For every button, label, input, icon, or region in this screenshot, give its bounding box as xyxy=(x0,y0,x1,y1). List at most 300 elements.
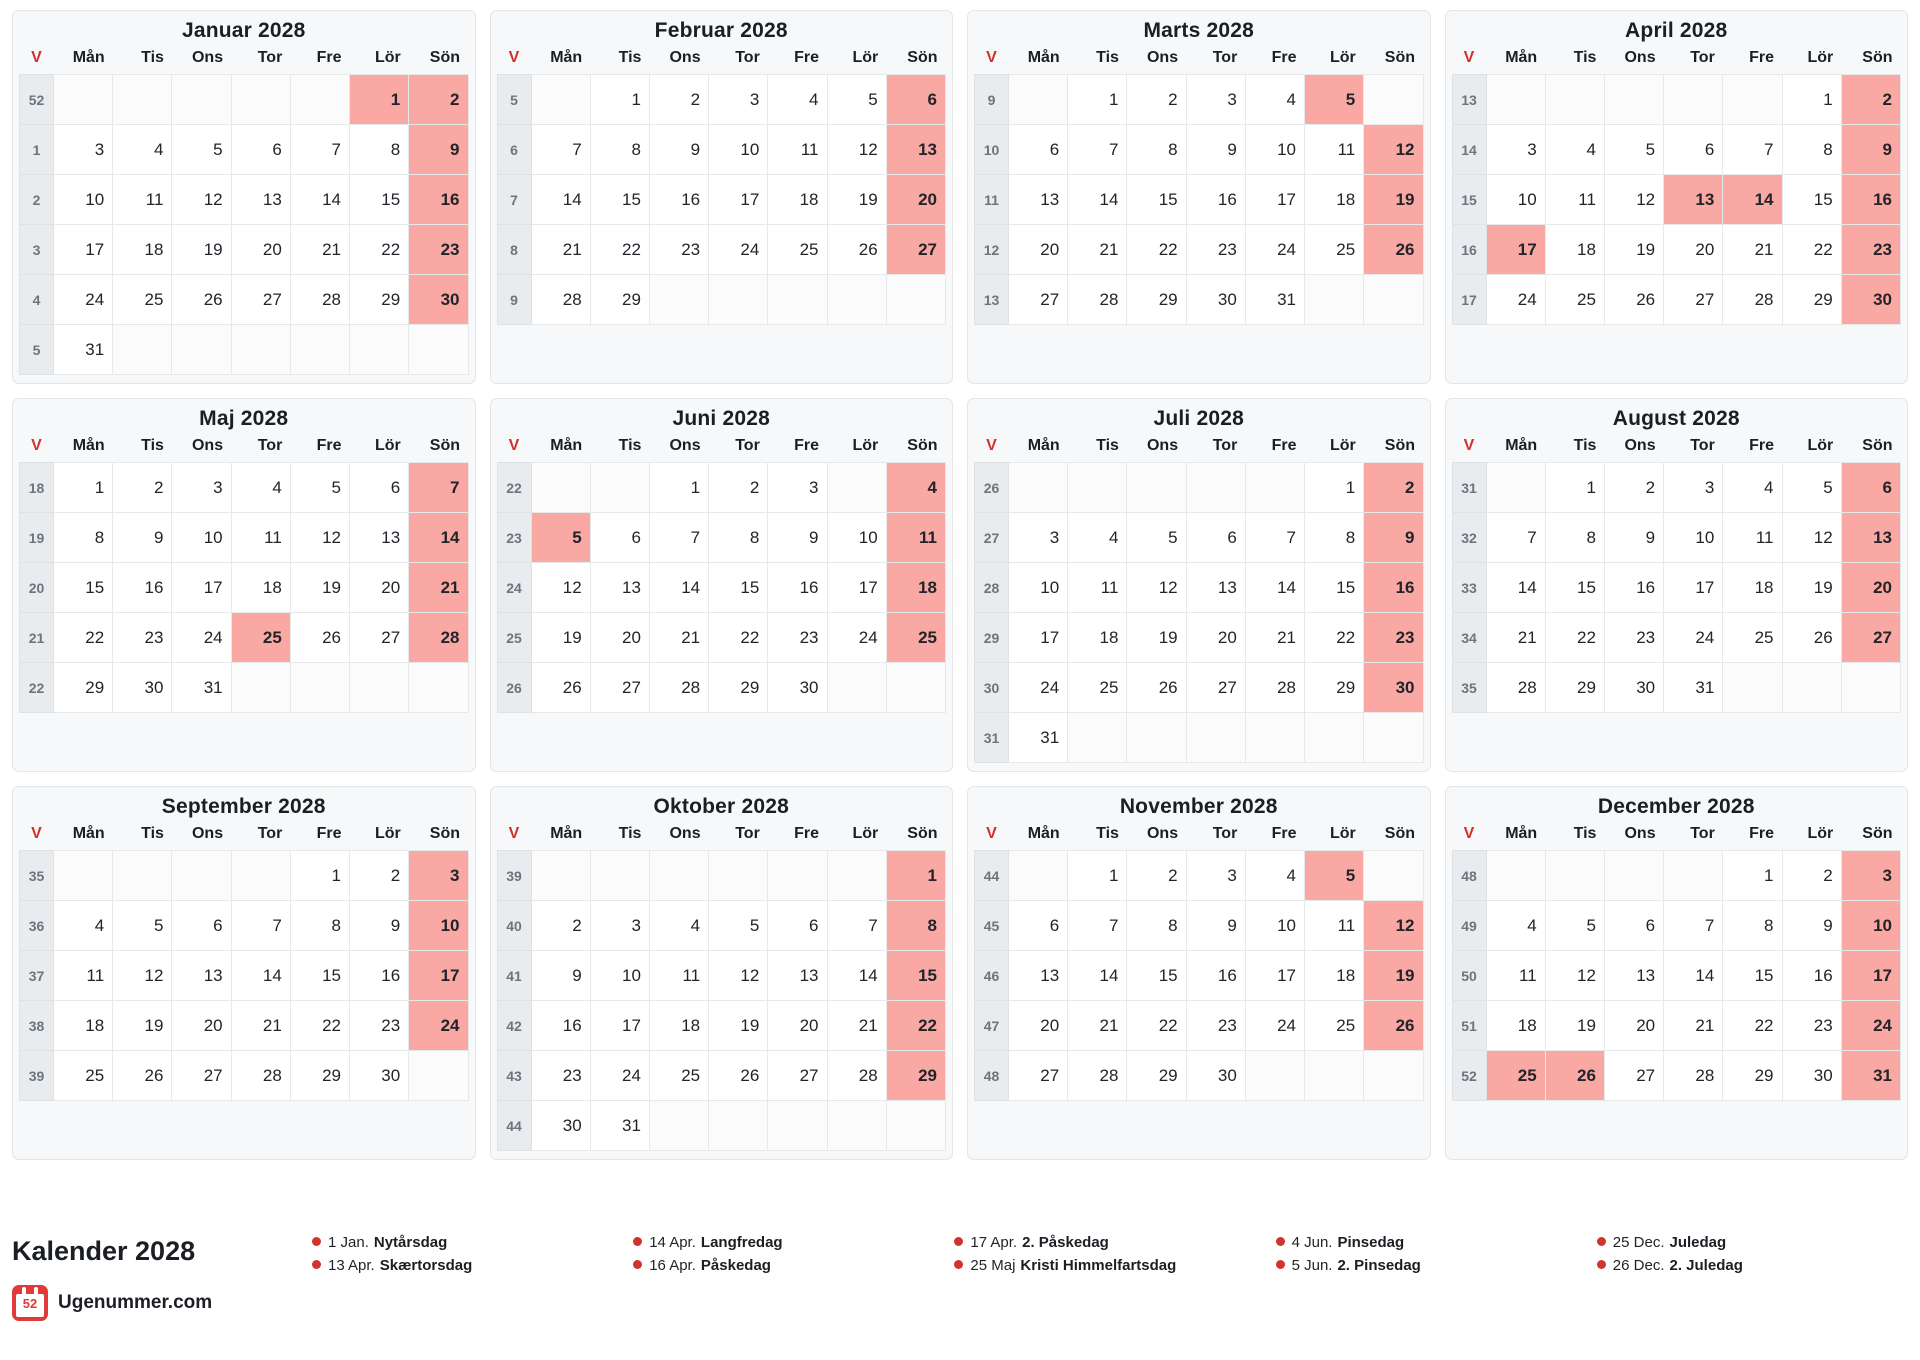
day-cell[interactable]: 3 xyxy=(1009,513,1068,563)
day-cell[interactable]: 28 xyxy=(531,275,590,325)
day-cell[interactable]: 27 xyxy=(1009,1051,1068,1101)
holiday-day-cell[interactable]: 9 xyxy=(1841,125,1900,175)
day-cell[interactable]: 7 xyxy=(531,125,590,175)
day-cell[interactable]: 8 xyxy=(1545,513,1604,563)
week-number-cell[interactable]: 52 xyxy=(1452,1051,1486,1101)
day-cell[interactable]: 12 xyxy=(1782,513,1841,563)
day-cell[interactable]: 3 xyxy=(590,901,649,951)
day-cell[interactable]: 29 xyxy=(1127,275,1186,325)
day-cell[interactable]: 12 xyxy=(827,125,886,175)
holiday-day-cell[interactable]: 8 xyxy=(886,901,945,951)
day-cell[interactable]: 10 xyxy=(1664,513,1723,563)
day-cell[interactable]: 10 xyxy=(54,175,113,225)
day-cell[interactable]: 7 xyxy=(231,901,290,951)
day-cell[interactable]: 16 xyxy=(768,563,827,613)
day-cell[interactable]: 17 xyxy=(827,563,886,613)
day-cell[interactable]: 10 xyxy=(172,513,231,563)
day-cell[interactable]: 27 xyxy=(1664,275,1723,325)
day-cell[interactable]: 10 xyxy=(709,125,768,175)
day-cell[interactable]: 15 xyxy=(1127,175,1186,225)
day-cell[interactable]: 9 xyxy=(1782,901,1841,951)
week-number-cell[interactable]: 37 xyxy=(20,951,54,1001)
day-cell[interactable]: 22 xyxy=(590,225,649,275)
day-cell[interactable]: 16 xyxy=(531,1001,590,1051)
day-cell[interactable]: 2 xyxy=(1127,75,1186,125)
day-cell[interactable]: 26 xyxy=(1604,275,1663,325)
holiday-day-cell[interactable]: 16 xyxy=(1841,175,1900,225)
day-cell[interactable]: 26 xyxy=(113,1051,172,1101)
holiday-day-cell[interactable]: 26 xyxy=(1545,1051,1604,1101)
holiday-day-cell[interactable]: 23 xyxy=(1841,225,1900,275)
day-cell[interactable]: 30 xyxy=(1186,1051,1245,1101)
day-cell[interactable]: 8 xyxy=(1127,125,1186,175)
day-cell[interactable]: 18 xyxy=(1305,175,1364,225)
day-cell[interactable]: 27 xyxy=(1009,275,1068,325)
week-number-cell[interactable]: 5 xyxy=(497,75,531,125)
day-cell[interactable]: 28 xyxy=(827,1051,886,1101)
day-cell[interactable]: 11 xyxy=(231,513,290,563)
day-cell[interactable]: 19 xyxy=(113,1001,172,1051)
day-cell[interactable]: 8 xyxy=(290,901,349,951)
day-cell[interactable]: 10 xyxy=(590,951,649,1001)
day-cell[interactable]: 31 xyxy=(54,325,113,375)
day-cell[interactable]: 22 xyxy=(1127,1001,1186,1051)
week-number-cell[interactable]: 39 xyxy=(20,1051,54,1101)
day-cell[interactable]: 13 xyxy=(1186,563,1245,613)
week-number-cell[interactable]: 26 xyxy=(497,663,531,713)
day-cell[interactable]: 7 xyxy=(649,513,708,563)
day-cell[interactable]: 4 xyxy=(768,75,827,125)
day-cell[interactable]: 3 xyxy=(1186,851,1245,901)
day-cell[interactable]: 20 xyxy=(172,1001,231,1051)
day-cell[interactable]: 21 xyxy=(1664,1001,1723,1051)
week-number-cell[interactable]: 31 xyxy=(1452,463,1486,513)
day-cell[interactable]: 23 xyxy=(768,613,827,663)
day-cell[interactable]: 17 xyxy=(1009,613,1068,663)
holiday-day-cell[interactable]: 14 xyxy=(1723,175,1782,225)
day-cell[interactable]: 27 xyxy=(768,1051,827,1101)
day-cell[interactable]: 26 xyxy=(1127,663,1186,713)
week-number-cell[interactable]: 32 xyxy=(1452,513,1486,563)
holiday-day-cell[interactable]: 17 xyxy=(1486,225,1545,275)
day-cell[interactable]: 24 xyxy=(709,225,768,275)
day-cell[interactable]: 18 xyxy=(768,175,827,225)
day-cell[interactable]: 16 xyxy=(1782,951,1841,1001)
week-number-cell[interactable]: 7 xyxy=(497,175,531,225)
day-cell[interactable]: 17 xyxy=(54,225,113,275)
day-cell[interactable]: 22 xyxy=(54,613,113,663)
holiday-day-cell[interactable]: 29 xyxy=(886,1051,945,1101)
day-cell[interactable]: 20 xyxy=(1009,225,1068,275)
day-cell[interactable]: 5 xyxy=(172,125,231,175)
week-number-cell[interactable]: 44 xyxy=(497,1101,531,1151)
week-number-cell[interactable]: 46 xyxy=(975,951,1009,1001)
holiday-day-cell[interactable]: 9 xyxy=(1364,513,1423,563)
day-cell[interactable]: 21 xyxy=(531,225,590,275)
holiday-day-cell[interactable]: 10 xyxy=(1841,901,1900,951)
day-cell[interactable]: 29 xyxy=(1545,663,1604,713)
day-cell[interactable]: 5 xyxy=(290,463,349,513)
day-cell[interactable]: 29 xyxy=(1782,275,1841,325)
week-number-cell[interactable]: 22 xyxy=(20,663,54,713)
week-number-cell[interactable]: 4 xyxy=(20,275,54,325)
day-cell[interactable]: 10 xyxy=(1245,901,1304,951)
holiday-day-cell[interactable]: 17 xyxy=(409,951,468,1001)
week-number-cell[interactable]: 12 xyxy=(975,225,1009,275)
week-number-cell[interactable]: 20 xyxy=(20,563,54,613)
holiday-day-cell[interactable]: 16 xyxy=(1364,563,1423,613)
holiday-day-cell[interactable]: 14 xyxy=(409,513,468,563)
day-cell[interactable]: 29 xyxy=(1305,663,1364,713)
holiday-day-cell[interactable]: 12 xyxy=(1364,901,1423,951)
day-cell[interactable]: 10 xyxy=(1009,563,1068,613)
holiday-day-cell[interactable]: 9 xyxy=(409,125,468,175)
week-number-cell[interactable]: 45 xyxy=(975,901,1009,951)
week-number-cell[interactable]: 48 xyxy=(1452,851,1486,901)
day-cell[interactable]: 23 xyxy=(1186,225,1245,275)
day-cell[interactable]: 29 xyxy=(290,1051,349,1101)
day-cell[interactable]: 1 xyxy=(1305,463,1364,513)
day-cell[interactable]: 8 xyxy=(350,125,409,175)
week-number-cell[interactable]: 27 xyxy=(975,513,1009,563)
day-cell[interactable]: 23 xyxy=(1186,1001,1245,1051)
week-number-cell[interactable]: 26 xyxy=(975,463,1009,513)
day-cell[interactable]: 6 xyxy=(1604,901,1663,951)
holiday-day-cell[interactable]: 23 xyxy=(409,225,468,275)
day-cell[interactable]: 1 xyxy=(1723,851,1782,901)
holiday-day-cell[interactable]: 30 xyxy=(409,275,468,325)
day-cell[interactable]: 7 xyxy=(1068,901,1127,951)
day-cell[interactable]: 9 xyxy=(1186,125,1245,175)
day-cell[interactable]: 27 xyxy=(350,613,409,663)
day-cell[interactable]: 28 xyxy=(231,1051,290,1101)
day-cell[interactable]: 21 xyxy=(231,1001,290,1051)
day-cell[interactable]: 27 xyxy=(590,663,649,713)
day-cell[interactable]: 20 xyxy=(350,563,409,613)
day-cell[interactable]: 14 xyxy=(1068,951,1127,1001)
day-cell[interactable]: 24 xyxy=(1245,225,1304,275)
holiday-day-cell[interactable]: 13 xyxy=(1664,175,1723,225)
day-cell[interactable]: 23 xyxy=(350,1001,409,1051)
day-cell[interactable]: 6 xyxy=(590,513,649,563)
day-cell[interactable]: 20 xyxy=(231,225,290,275)
day-cell[interactable]: 18 xyxy=(54,1001,113,1051)
day-cell[interactable]: 24 xyxy=(827,613,886,663)
day-cell[interactable]: 31 xyxy=(590,1101,649,1151)
week-number-cell[interactable]: 11 xyxy=(975,175,1009,225)
holiday-day-cell[interactable]: 19 xyxy=(1364,951,1423,1001)
day-cell[interactable]: 27 xyxy=(1186,663,1245,713)
holiday-day-cell[interactable]: 3 xyxy=(1841,851,1900,901)
holiday-day-cell[interactable]: 5 xyxy=(1305,851,1364,901)
week-number-cell[interactable]: 15 xyxy=(1452,175,1486,225)
day-cell[interactable]: 19 xyxy=(172,225,231,275)
week-number-cell[interactable]: 1 xyxy=(20,125,54,175)
day-cell[interactable]: 25 xyxy=(1305,225,1364,275)
day-cell[interactable]: 3 xyxy=(709,75,768,125)
day-cell[interactable]: 2 xyxy=(649,75,708,125)
day-cell[interactable]: 13 xyxy=(172,951,231,1001)
week-number-cell[interactable]: 33 xyxy=(1452,563,1486,613)
week-number-cell[interactable]: 41 xyxy=(497,951,531,1001)
week-number-cell[interactable]: 34 xyxy=(1452,613,1486,663)
week-number-cell[interactable]: 39 xyxy=(497,851,531,901)
day-cell[interactable]: 16 xyxy=(1186,951,1245,1001)
day-cell[interactable]: 4 xyxy=(1545,125,1604,175)
day-cell[interactable]: 1 xyxy=(1545,463,1604,513)
holiday-day-cell[interactable]: 6 xyxy=(886,75,945,125)
day-cell[interactable]: 11 xyxy=(1305,901,1364,951)
holiday-day-cell[interactable]: 6 xyxy=(1841,463,1900,513)
day-cell[interactable]: 29 xyxy=(1127,1051,1186,1101)
day-cell[interactable]: 9 xyxy=(649,125,708,175)
day-cell[interactable]: 19 xyxy=(290,563,349,613)
week-number-cell[interactable]: 36 xyxy=(20,901,54,951)
day-cell[interactable]: 11 xyxy=(1486,951,1545,1001)
holiday-day-cell[interactable]: 4 xyxy=(886,463,945,513)
week-number-cell[interactable]: 44 xyxy=(975,851,1009,901)
day-cell[interactable]: 14 xyxy=(1486,563,1545,613)
day-cell[interactable]: 19 xyxy=(1545,1001,1604,1051)
day-cell[interactable]: 18 xyxy=(1486,1001,1545,1051)
day-cell[interactable]: 24 xyxy=(590,1051,649,1101)
day-cell[interactable]: 2 xyxy=(113,463,172,513)
day-cell[interactable]: 11 xyxy=(54,951,113,1001)
day-cell[interactable]: 15 xyxy=(1305,563,1364,613)
week-number-cell[interactable]: 35 xyxy=(20,851,54,901)
day-cell[interactable]: 30 xyxy=(768,663,827,713)
day-cell[interactable]: 21 xyxy=(1486,613,1545,663)
day-cell[interactable]: 2 xyxy=(709,463,768,513)
week-number-cell[interactable]: 19 xyxy=(20,513,54,563)
day-cell[interactable]: 16 xyxy=(1186,175,1245,225)
day-cell[interactable]: 20 xyxy=(1186,613,1245,663)
day-cell[interactable]: 15 xyxy=(350,175,409,225)
day-cell[interactable]: 13 xyxy=(590,563,649,613)
day-cell[interactable]: 3 xyxy=(768,463,827,513)
day-cell[interactable]: 28 xyxy=(649,663,708,713)
day-cell[interactable]: 31 xyxy=(1245,275,1304,325)
day-cell[interactable]: 25 xyxy=(1723,613,1782,663)
week-number-cell[interactable]: 31 xyxy=(975,713,1009,763)
day-cell[interactable]: 7 xyxy=(1245,513,1304,563)
day-cell[interactable]: 9 xyxy=(113,513,172,563)
day-cell[interactable]: 27 xyxy=(172,1051,231,1101)
day-cell[interactable]: 12 xyxy=(172,175,231,225)
day-cell[interactable]: 11 xyxy=(1305,125,1364,175)
day-cell[interactable]: 4 xyxy=(231,463,290,513)
day-cell[interactable]: 5 xyxy=(1545,901,1604,951)
holiday-day-cell[interactable]: 30 xyxy=(1364,663,1423,713)
week-number-cell[interactable]: 43 xyxy=(497,1051,531,1101)
day-cell[interactable]: 12 xyxy=(113,951,172,1001)
week-number-cell[interactable]: 10 xyxy=(975,125,1009,175)
holiday-day-cell[interactable]: 26 xyxy=(1364,225,1423,275)
day-cell[interactable]: 4 xyxy=(1486,901,1545,951)
holiday-day-cell[interactable]: 19 xyxy=(1364,175,1423,225)
day-cell[interactable]: 28 xyxy=(1664,1051,1723,1101)
day-cell[interactable]: 1 xyxy=(649,463,708,513)
week-number-cell[interactable]: 21 xyxy=(20,613,54,663)
day-cell[interactable]: 2 xyxy=(531,901,590,951)
week-number-cell[interactable]: 35 xyxy=(1452,663,1486,713)
day-cell[interactable]: 6 xyxy=(1664,125,1723,175)
holiday-day-cell[interactable]: 7 xyxy=(409,463,468,513)
day-cell[interactable]: 5 xyxy=(113,901,172,951)
day-cell[interactable]: 2 xyxy=(1782,851,1841,901)
day-cell[interactable]: 15 xyxy=(709,563,768,613)
day-cell[interactable]: 19 xyxy=(709,1001,768,1051)
day-cell[interactable]: 8 xyxy=(1723,901,1782,951)
week-number-cell[interactable]: 30 xyxy=(975,663,1009,713)
day-cell[interactable]: 7 xyxy=(290,125,349,175)
day-cell[interactable]: 12 xyxy=(290,513,349,563)
day-cell[interactable]: 21 xyxy=(649,613,708,663)
day-cell[interactable]: 24 xyxy=(1486,275,1545,325)
day-cell[interactable]: 30 xyxy=(350,1051,409,1101)
day-cell[interactable]: 26 xyxy=(290,613,349,663)
week-number-cell[interactable]: 38 xyxy=(20,1001,54,1051)
day-cell[interactable]: 14 xyxy=(290,175,349,225)
day-cell[interactable]: 17 xyxy=(709,175,768,225)
day-cell[interactable]: 18 xyxy=(231,563,290,613)
day-cell[interactable]: 8 xyxy=(590,125,649,175)
day-cell[interactable]: 17 xyxy=(590,1001,649,1051)
day-cell[interactable]: 6 xyxy=(231,125,290,175)
day-cell[interactable]: 1 xyxy=(1068,851,1127,901)
holiday-day-cell[interactable]: 2 xyxy=(1364,463,1423,513)
day-cell[interactable]: 31 xyxy=(1664,663,1723,713)
holiday-day-cell[interactable]: 2 xyxy=(409,75,468,125)
holiday-day-cell[interactable]: 28 xyxy=(409,613,468,663)
week-number-cell[interactable]: 25 xyxy=(497,613,531,663)
day-cell[interactable]: 20 xyxy=(1664,225,1723,275)
day-cell[interactable]: 23 xyxy=(649,225,708,275)
day-cell[interactable]: 10 xyxy=(1486,175,1545,225)
day-cell[interactable]: 9 xyxy=(531,951,590,1001)
day-cell[interactable]: 2 xyxy=(1604,463,1663,513)
day-cell[interactable]: 23 xyxy=(531,1051,590,1101)
day-cell[interactable]: 5 xyxy=(1782,463,1841,513)
day-cell[interactable]: 6 xyxy=(172,901,231,951)
day-cell[interactable]: 8 xyxy=(54,513,113,563)
day-cell[interactable]: 25 xyxy=(1545,275,1604,325)
week-number-cell[interactable]: 52 xyxy=(20,75,54,125)
holiday-day-cell[interactable]: 23 xyxy=(1364,613,1423,663)
day-cell[interactable]: 25 xyxy=(54,1051,113,1101)
day-cell[interactable]: 11 xyxy=(1545,175,1604,225)
day-cell[interactable]: 19 xyxy=(827,175,886,225)
day-cell[interactable]: 15 xyxy=(1545,563,1604,613)
day-cell[interactable]: 11 xyxy=(768,125,827,175)
day-cell[interactable]: 29 xyxy=(1723,1051,1782,1101)
week-number-cell[interactable]: 8 xyxy=(497,225,531,275)
day-cell[interactable]: 19 xyxy=(1604,225,1663,275)
day-cell[interactable]: 8 xyxy=(1127,901,1186,951)
day-cell[interactable]: 11 xyxy=(1068,563,1127,613)
day-cell[interactable]: 9 xyxy=(768,513,827,563)
day-cell[interactable]: 3 xyxy=(54,125,113,175)
day-cell[interactable]: 17 xyxy=(1664,563,1723,613)
day-cell[interactable]: 7 xyxy=(827,901,886,951)
day-cell[interactable]: 1 xyxy=(590,75,649,125)
week-number-cell[interactable]: 29 xyxy=(975,613,1009,663)
day-cell[interactable]: 9 xyxy=(1186,901,1245,951)
day-cell[interactable]: 5 xyxy=(1604,125,1663,175)
day-cell[interactable]: 8 xyxy=(1782,125,1841,175)
day-cell[interactable]: 7 xyxy=(1723,125,1782,175)
day-cell[interactable]: 21 xyxy=(827,1001,886,1051)
day-cell[interactable]: 8 xyxy=(1305,513,1364,563)
day-cell[interactable]: 11 xyxy=(1723,513,1782,563)
day-cell[interactable]: 22 xyxy=(1723,1001,1782,1051)
week-number-cell[interactable]: 48 xyxy=(975,1051,1009,1101)
week-number-cell[interactable]: 49 xyxy=(1452,901,1486,951)
day-cell[interactable]: 14 xyxy=(827,951,886,1001)
day-cell[interactable]: 11 xyxy=(649,951,708,1001)
day-cell[interactable]: 19 xyxy=(531,613,590,663)
day-cell[interactable]: 12 xyxy=(1127,563,1186,613)
week-number-cell[interactable]: 14 xyxy=(1452,125,1486,175)
day-cell[interactable]: 18 xyxy=(1723,563,1782,613)
day-cell[interactable]: 9 xyxy=(350,901,409,951)
day-cell[interactable]: 14 xyxy=(1664,951,1723,1001)
day-cell[interactable]: 25 xyxy=(113,275,172,325)
holiday-day-cell[interactable]: 25 xyxy=(886,613,945,663)
day-cell[interactable]: 18 xyxy=(1545,225,1604,275)
day-cell[interactable]: 12 xyxy=(1545,951,1604,1001)
holiday-day-cell[interactable]: 11 xyxy=(886,513,945,563)
week-number-cell[interactable]: 40 xyxy=(497,901,531,951)
day-cell[interactable]: 26 xyxy=(531,663,590,713)
day-cell[interactable]: 20 xyxy=(1604,1001,1663,1051)
day-cell[interactable]: 26 xyxy=(709,1051,768,1101)
day-cell[interactable]: 3 xyxy=(1664,463,1723,513)
day-cell[interactable]: 19 xyxy=(1127,613,1186,663)
week-number-cell[interactable]: 13 xyxy=(1452,75,1486,125)
holiday-day-cell[interactable]: 24 xyxy=(1841,1001,1900,1051)
day-cell[interactable]: 22 xyxy=(290,1001,349,1051)
day-cell[interactable]: 30 xyxy=(113,663,172,713)
week-number-cell[interactable]: 24 xyxy=(497,563,531,613)
day-cell[interactable]: 9 xyxy=(1604,513,1663,563)
day-cell[interactable]: 24 xyxy=(172,613,231,663)
day-cell[interactable]: 3 xyxy=(1486,125,1545,175)
day-cell[interactable]: 10 xyxy=(827,513,886,563)
day-cell[interactable]: 2 xyxy=(350,851,409,901)
day-cell[interactable]: 4 xyxy=(1245,75,1304,125)
day-cell[interactable]: 24 xyxy=(54,275,113,325)
day-cell[interactable]: 24 xyxy=(1245,1001,1304,1051)
day-cell[interactable]: 7 xyxy=(1068,125,1127,175)
day-cell[interactable]: 2 xyxy=(1127,851,1186,901)
day-cell[interactable]: 18 xyxy=(649,1001,708,1051)
day-cell[interactable]: 18 xyxy=(1305,951,1364,1001)
day-cell[interactable]: 5 xyxy=(1127,513,1186,563)
day-cell[interactable]: 27 xyxy=(231,275,290,325)
week-number-cell[interactable]: 9 xyxy=(497,275,531,325)
day-cell[interactable]: 8 xyxy=(709,513,768,563)
day-cell[interactable]: 25 xyxy=(1305,1001,1364,1051)
day-cell[interactable]: 4 xyxy=(54,901,113,951)
day-cell[interactable]: 3 xyxy=(1186,75,1245,125)
day-cell[interactable]: 25 xyxy=(768,225,827,275)
day-cell[interactable]: 1 xyxy=(54,463,113,513)
day-cell[interactable]: 13 xyxy=(1009,951,1068,1001)
holiday-day-cell[interactable]: 10 xyxy=(409,901,468,951)
holiday-day-cell[interactable]: 25 xyxy=(1486,1051,1545,1101)
day-cell[interactable]: 12 xyxy=(531,563,590,613)
